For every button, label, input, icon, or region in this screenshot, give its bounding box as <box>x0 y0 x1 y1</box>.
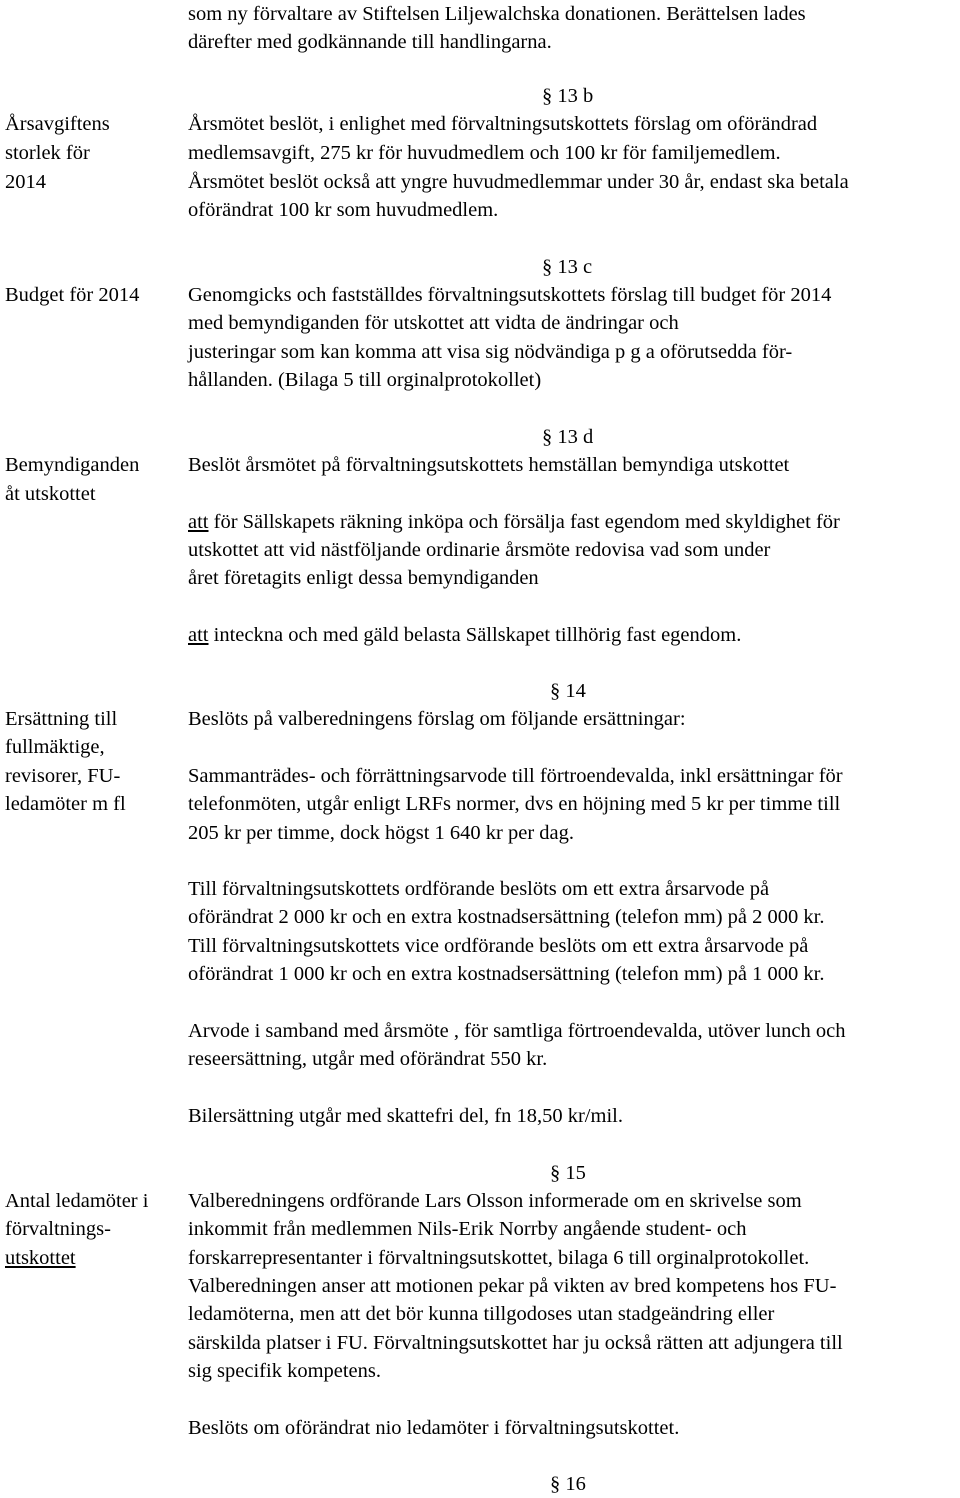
body-line: 205 kr per timme, dock högst 1 640 kr per dag. <box>188 822 575 844</box>
section-heading-16: § 16 <box>550 1473 586 1495</box>
body-line: med bemyndiganden för utskottet att vidta de ändringar och <box>188 312 679 334</box>
margin-note: Bemyndiganden <box>5 454 140 476</box>
body-line: inkommit från medlemmen Nils-Erik Norrby angående student- och <box>188 1218 747 1240</box>
body-line: att inteckna och med gäld belasta Sällskapet tillhörig fast egendom. <box>188 624 742 646</box>
body-line: Valberedningens ordförande Lars Olsson informerade om en skrivelse som <box>188 1190 802 1212</box>
margin-note: utskottet <box>5 1247 76 1269</box>
section-heading-13c: § 13 c <box>542 256 593 278</box>
body-line: Beslöts om oförändrat nio ledamöter i förvaltningsutskottet. <box>188 1417 680 1439</box>
body-line: hållanden. (Bilaga 5 till orginalprotokollet) <box>188 369 542 391</box>
margin-note: 2014 <box>5 171 46 193</box>
body-line: Bilersättning utgår med skattefri del, fn 18,50 kr/mil. <box>188 1105 623 1127</box>
margin-note: ledamöter m fl <box>5 793 126 815</box>
margin-note: fullmäktige, <box>5 736 105 758</box>
section-heading-14: § 14 <box>550 680 586 702</box>
margin-note: storlek för <box>5 142 90 164</box>
body-line: därefter med godkännande till handlingarna. <box>188 31 552 53</box>
body-line: Årsmötet beslöt också att yngre huvudmedlemmar under 30 år, endast ska betala <box>188 171 849 193</box>
body-line: oförändrat 100 kr som huvudmedlem. <box>188 199 499 221</box>
underlined-word: att <box>188 511 209 533</box>
body-line: Beslöts på valberedningens förslag om följande ersättningar: <box>188 708 686 730</box>
margin-note: förvaltnings- <box>5 1218 111 1240</box>
margin-note: Årsavgiftens <box>5 113 110 135</box>
body-line: Sammanträdes- och förrättningsarvode till förtroendevalda, inkl ersättningar för <box>188 765 843 787</box>
body-line: telefonmöten, utgår enligt LRFs normer, dvs en höjning med 5 kr per timme till <box>188 793 841 815</box>
body-line: Till förvaltningsutskottets vice ordförande beslöts om ett extra årsarvode på <box>188 935 809 957</box>
body-line: sig specifik kompetens. <box>188 1360 382 1382</box>
margin-note: Antal ledamöter i <box>5 1190 149 1212</box>
body-line: Valberedningen anser att motionen pekar på vikten av bred kompetens hos FU- <box>188 1275 837 1297</box>
body-line: Årsmötet beslöt, i enlighet med förvaltningsutskottets förslag om oförändrad <box>188 113 818 135</box>
body-line: ledamöterna, men att det bör kunna tillgodoses utan stadgeändring eller <box>188 1303 775 1325</box>
body-line: oförändrat 1 000 kr och en extra kostnadsersättning (telefon mm) på 1 000 kr. <box>188 963 825 985</box>
body-line: oförändrat 2 000 kr och en extra kostnadsersättning (telefon mm) på 2 000 kr. <box>188 906 825 928</box>
body-line: reseersättning, utgår med oförändrat 550 kr. <box>188 1048 548 1070</box>
section-heading-15: § 15 <box>550 1162 586 1184</box>
body-line: forskarrepresentanter i förvaltningsutskottet, bilaga 6 till orginalprotokollet. <box>188 1247 810 1269</box>
body-line: utskottet att vid nästföljande ordinarie årsmöte redovisa vad som under <box>188 539 771 561</box>
body-line: att för Sällskapets räkning inköpa och försälja fast egendom med skyldighet för <box>188 511 840 533</box>
body-line: Genomgicks och fastställdes förvaltningsutskottets förslag till budget för 2014 <box>188 284 832 306</box>
margin-note: revisorer, FU- <box>5 765 121 787</box>
margin-note: Ersättning till <box>5 708 118 730</box>
margin-note: Budget för 2014 <box>5 284 140 306</box>
section-heading-13d: § 13 d <box>542 426 594 448</box>
body-line: medlemsavgift, 275 kr för huvudmedlem och 100 kr för familjemedlem. <box>188 142 781 164</box>
body-line: Arvode i samband med årsmöte , för samtliga förtroendevalda, utöver lunch och <box>188 1020 846 1042</box>
body-line: som ny förvaltare av Stiftelsen Liljewalchska donationen. Berättelsen lades <box>188 3 806 25</box>
margin-note: åt utskottet <box>5 483 96 505</box>
body-line: Beslöt årsmötet på förvaltningsutskottets hemställan bemyndiga utskottet <box>188 454 790 476</box>
body-line: året företagits enligt dessa bemyndiganden <box>188 567 539 589</box>
body-line: Till förvaltningsutskottets ordförande beslöts om ett extra årsarvode på <box>188 878 770 900</box>
section-heading-13b: § 13 b <box>542 85 594 107</box>
body-line: justeringar som kan komma att visa sig nödvändiga p g a oförutsedda för- <box>188 341 793 363</box>
underlined-word: att <box>188 624 209 646</box>
body-line: särskilda platser i FU. Förvaltningsutskottet har ju också rätten att adjungera till <box>188 1332 843 1354</box>
